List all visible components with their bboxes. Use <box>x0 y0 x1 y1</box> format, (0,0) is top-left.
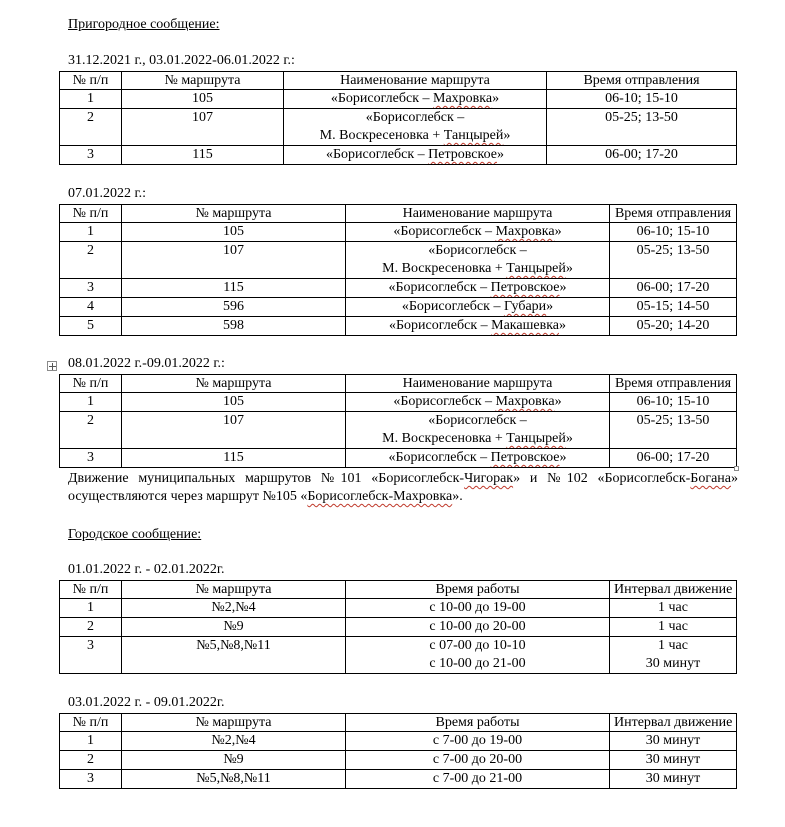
table-row <box>60 770 737 789</box>
interval-line: 30 минут <box>645 771 701 786</box>
table-row <box>60 618 737 637</box>
cell-number: 3 <box>60 279 122 298</box>
cell-number: 3 <box>60 449 122 468</box>
hours-line: с 10-00 до 19-00 <box>429 600 526 615</box>
table-row <box>60 599 737 618</box>
suburban-date-1: 31.12.2021 г., 03.01.2022-06.01.2022 г.: <box>68 53 295 68</box>
cell-hours <box>346 618 610 637</box>
col-header-interval: Интервал движение <box>610 581 737 599</box>
hours-line: с 7-00 до 19-00 <box>432 733 523 748</box>
col-header-route: № маршрута <box>122 714 346 732</box>
cell-route-name <box>284 90 547 109</box>
interval-line: 1 час <box>658 638 688 653</box>
col-header-number: № п/п <box>60 714 122 732</box>
city-table-1 <box>59 580 737 674</box>
cell-route: 596 <box>122 298 346 317</box>
suburban-heading: Пригородное сообщение: <box>68 17 220 32</box>
cell-route-name <box>346 317 610 336</box>
route-name-line: «Борисоглебск – Петровское» <box>388 280 567 295</box>
cell-number: 2 <box>60 412 122 449</box>
cell-departure: 06-10; 15-10 <box>547 90 737 109</box>
table-header-row <box>60 205 737 223</box>
cell-departure: 06-10; 15-10 <box>610 223 737 242</box>
interval-line: 1 час <box>658 619 688 634</box>
table-header-row <box>60 714 737 732</box>
cell-route-name <box>346 223 610 242</box>
cell-number: 1 <box>60 223 122 242</box>
table-row <box>60 732 737 751</box>
cell-route: №2,№4 <box>122 599 346 618</box>
hours-line: с 7-00 до 20-00 <box>432 752 523 767</box>
city-date-1: 01.01.2022 г. - 02.01.2022г. <box>68 562 225 577</box>
interval-line: 30 минут <box>645 656 701 671</box>
col-header-departure: Время отправления <box>610 375 737 393</box>
col-header-departure: Время отправления <box>547 72 737 90</box>
table-header-row <box>60 375 737 393</box>
cell-number: 2 <box>60 751 122 770</box>
table-row <box>60 412 737 449</box>
cell-number: 3 <box>60 637 122 674</box>
city-heading: Городское сообщение: <box>68 527 202 542</box>
cell-number: 1 <box>60 732 122 751</box>
cell-hours <box>346 770 610 789</box>
table-row <box>60 298 737 317</box>
col-header-number: № п/п <box>60 581 122 599</box>
col-header-departure: Время отправления <box>610 205 737 223</box>
cell-hours <box>346 599 610 618</box>
cell-number: 3 <box>60 146 122 165</box>
city-table-2 <box>59 713 737 789</box>
hours-line: с 10-00 до 21-00 <box>429 656 526 671</box>
cell-route-name <box>346 298 610 317</box>
cell-route: 105 <box>122 393 346 412</box>
hours-line: с 07-00 до 10-10 <box>429 638 526 653</box>
cell-hours <box>346 751 610 770</box>
col-header-route: № маршрута <box>122 375 346 393</box>
cell-route: 115 <box>122 279 346 298</box>
col-header-hours: Время работы <box>346 714 610 732</box>
cell-number: 1 <box>60 599 122 618</box>
suburban-date-3: 08.01.2022 г.-09.01.2022 г.: <box>68 356 225 371</box>
cell-departure: 05-25; 13-50 <box>547 109 737 146</box>
cell-interval <box>610 599 737 618</box>
route-name-line: М. Воскресеновка + Танцырей» <box>319 128 511 143</box>
table-header-row <box>60 581 737 599</box>
cell-interval <box>610 732 737 751</box>
col-header-route-name: Наименование маршрута <box>346 375 610 393</box>
cell-route: №9 <box>122 618 346 637</box>
cell-departure: 06-00; 17-20 <box>547 146 737 165</box>
table-row <box>60 751 737 770</box>
note-paragraph: Движение муниципальных маршрутов №101 «Борисоглебск-Чигорак» и №102 «Борисоглебск-Богана» осуществляются через маршрут №105 «Борисоглебск-Махровка». <box>68 471 738 504</box>
cell-route-name <box>346 279 610 298</box>
route-name-line: «Борисоглебск – Петровское» <box>388 450 567 465</box>
cell-route: №5,№8,№11 <box>122 770 346 789</box>
route-name-line: «Борисоглебск – Губари» <box>401 299 554 314</box>
col-header-route: № маршрута <box>122 581 346 599</box>
cell-route: 105 <box>122 90 284 109</box>
cell-departure: 05-25; 13-50 <box>610 242 737 279</box>
cell-route-name <box>346 393 610 412</box>
cell-route: 107 <box>122 109 284 146</box>
route-name-line: М. Воскресеновка + Танцырей» <box>382 431 573 446</box>
table-row <box>60 146 737 165</box>
cell-interval <box>610 770 737 789</box>
route-name-line: «Борисоглебск – <box>428 243 527 258</box>
cell-interval <box>610 618 737 637</box>
route-name-line: «Борисоглебск – Петровское» <box>326 147 504 162</box>
cell-number: 2 <box>60 109 122 146</box>
interval-line: 30 минут <box>645 733 701 748</box>
col-header-number: № п/п <box>60 205 122 223</box>
table-row <box>60 223 737 242</box>
route-name-line: «Борисоглебск – <box>428 413 527 428</box>
cell-route: 115 <box>122 146 284 165</box>
hours-line: с 7-00 до 21-00 <box>432 771 523 786</box>
col-header-number: № п/п <box>60 375 122 393</box>
cell-number: 2 <box>60 242 122 279</box>
table-row <box>60 279 737 298</box>
table-move-icon[interactable] <box>47 361 57 371</box>
cell-route: №5,№8,№11 <box>122 637 346 674</box>
cell-number: 1 <box>60 90 122 109</box>
city-date-2: 03.01.2022 г. - 09.01.2022г. <box>68 695 225 710</box>
table-row <box>60 637 737 674</box>
col-header-hours: Время работы <box>346 581 610 599</box>
hours-line: с 10-00 до 20-00 <box>429 619 526 634</box>
cell-interval <box>610 751 737 770</box>
col-header-number: № п/п <box>60 72 122 90</box>
suburban-table-1 <box>59 71 737 165</box>
suburban-date-2: 07.01.2022 г.: <box>68 186 147 201</box>
col-header-interval: Интервал движение <box>610 714 737 732</box>
cell-route: 105 <box>122 223 346 242</box>
cell-route-name <box>284 109 547 146</box>
cell-number: 5 <box>60 317 122 336</box>
cell-hours <box>346 732 610 751</box>
cell-number: 1 <box>60 393 122 412</box>
route-name-line: «Борисоглебск – Махровка» <box>330 91 500 106</box>
cell-route-name <box>346 449 610 468</box>
table-row <box>60 109 737 146</box>
route-name-line: «Борисоглебск – <box>365 110 465 125</box>
col-header-route-name: Наименование маршрута <box>346 205 610 223</box>
table-row <box>60 90 737 109</box>
cell-route: 115 <box>122 449 346 468</box>
route-name-line: «Борисоглебск – Махровка» <box>393 394 562 409</box>
col-header-route-name: Наименование маршрута <box>284 72 547 90</box>
cell-departure: 05-20; 14-20 <box>610 317 737 336</box>
cell-departure: 05-25; 13-50 <box>610 412 737 449</box>
table-row <box>60 242 737 279</box>
cell-number: 4 <box>60 298 122 317</box>
cell-departure: 06-10; 15-10 <box>610 393 737 412</box>
cell-route-name <box>346 242 610 279</box>
cell-interval <box>610 637 737 674</box>
cell-number: 2 <box>60 618 122 637</box>
cell-route: 107 <box>122 242 346 279</box>
route-name-line: М. Воскресеновка + Танцырей» <box>382 261 573 276</box>
cell-route: №2,№4 <box>122 732 346 751</box>
table-row <box>60 317 737 336</box>
route-name-line: «Борисоглебск – Махровка» <box>393 224 562 239</box>
table-header-row <box>60 72 737 90</box>
cell-number: 3 <box>60 770 122 789</box>
route-name-line: «Борисоглебск – Макашевка» <box>389 318 566 333</box>
cell-route: 107 <box>122 412 346 449</box>
cell-route: 598 <box>122 317 346 336</box>
cell-departure: 05-15; 14-50 <box>610 298 737 317</box>
cell-departure: 06-00; 17-20 <box>610 279 737 298</box>
suburban-table-3 <box>59 374 737 468</box>
col-header-route: № маршрута <box>122 72 284 90</box>
cell-route-name <box>284 146 547 165</box>
interval-line: 30 минут <box>645 752 701 767</box>
table-row <box>60 393 737 412</box>
cell-hours <box>346 637 610 674</box>
cell-route: №9 <box>122 751 346 770</box>
interval-line: 1 час <box>658 600 688 615</box>
col-header-route: № маршрута <box>122 205 346 223</box>
cell-departure: 06-00; 17-20 <box>610 449 737 468</box>
suburban-table-2 <box>59 204 737 336</box>
table-row <box>60 449 737 468</box>
cell-route-name <box>346 412 610 449</box>
